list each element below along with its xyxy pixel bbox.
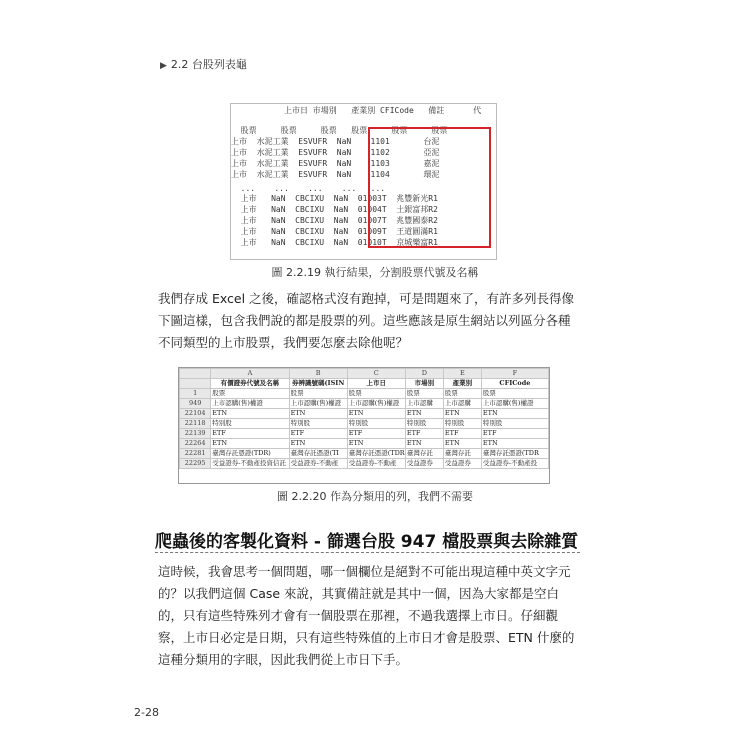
header-cell[interactable]: 券辨識號碼(ISIN [289, 379, 347, 389]
body-paragraph-2: 這時候，我會思考一個問題，哪一個欄位是絕對不可能出現這種中英文字元的？以我們這個 Case 來說，其實備註就是其中一個，因為大家都是空白的，只有這些特殊列才會有一個股票在那裡，不過我選擇上市日。仔細觀察，上市日必定是日期，只有這些特殊值的上市日才會是股票、ETN 什麼的這種分類用的字眼，因此我們從上市日下手。 [158, 564, 575, 667]
table-cell[interactable]: ETF [481, 429, 548, 439]
column-letter[interactable]: A [211, 369, 289, 379]
table-cell[interactable]: 特別股 [289, 419, 347, 429]
table-cell[interactable]: 臺灣存託憑證(TDR [481, 449, 548, 459]
table-cell[interactable]: ETF [211, 429, 289, 439]
table-cell[interactable]: ETF [347, 429, 405, 439]
table-cell[interactable]: 上市認購(售)權證 [347, 399, 405, 409]
table-row [180, 459, 549, 469]
row-number[interactable]: 22295 [180, 459, 211, 469]
output-line: 上市 NaN CBCIXU NaN 01007T 兆豐國泰R2 [231, 216, 438, 225]
table-row [180, 409, 549, 419]
table-row [180, 439, 549, 449]
table-cell[interactable]: ETN [443, 409, 481, 419]
row-number[interactable]: 22118 [180, 419, 211, 429]
column-letter[interactable]: F [481, 369, 548, 379]
running-head [160, 56, 247, 72]
table-cell[interactable]: ETN [347, 409, 405, 419]
table-cell[interactable]: ETF [443, 429, 481, 439]
table-row [180, 449, 549, 459]
table-cell[interactable]: 臺灣存託憑證(TI [289, 449, 347, 459]
highlight-box [368, 127, 491, 248]
output-line: 上市 水泥工業 ESVUFR NaN 1101 台泥 [231, 137, 440, 146]
table-cell[interactable]: ETN [289, 439, 347, 449]
table-cell[interactable]: 特別股 [347, 419, 405, 429]
table-cell[interactable]: 特別股 [211, 419, 289, 429]
sheet-corner[interactable] [180, 369, 211, 379]
row-number[interactable]: 949 [180, 399, 211, 409]
header-cell[interactable]: CFICode [481, 379, 548, 389]
output-line: 上市 NaN CBCIXU NaN 01009T 王道圓滿R1 [231, 227, 438, 236]
table-row [180, 429, 549, 439]
table-cell[interactable]: 臺灣存託憑證(TDR) [211, 449, 289, 459]
row-number[interactable]: 22104 [180, 409, 211, 419]
column-letter[interactable]: C [347, 369, 405, 379]
output-line: 上市 NaN CBCIXU NaN 01010T 京城樂富R1 [231, 238, 438, 247]
table-cell[interactable]: 臺灣存託憑證(TDR [348, 449, 405, 457]
table-cell[interactable]: 股票 [347, 389, 405, 399]
table-cell[interactable]: ETN [211, 439, 289, 449]
table-row [180, 399, 549, 409]
table-cell[interactable]: ETN [481, 409, 548, 419]
output-line: 上市 NaN CBCIXU NaN 01003T 兆豐新光R1 [231, 194, 438, 203]
table-cell[interactable]: 股票 [289, 389, 347, 399]
table-cell[interactable]: 股票 [405, 389, 443, 399]
header-cell[interactable]: 市場別 [405, 379, 443, 389]
figure-spreadsheet [178, 367, 550, 484]
table-cell[interactable]: 臺灣存託 [443, 449, 481, 459]
column-letter[interactable]: E [443, 369, 481, 379]
table-cell[interactable]: ETN [347, 439, 405, 449]
table-cell[interactable]: 特別股 [481, 419, 548, 429]
table-cell[interactable]: 特別股 [443, 419, 481, 429]
table-row [180, 419, 549, 429]
table-cell[interactable]: ETN [405, 409, 443, 419]
running-head-text: 2.2 台股列表龜 [170, 58, 247, 71]
output-line: 上市 水泥工業 ESVUFR NaN 1102 亞泥 [231, 148, 440, 157]
table-cell[interactable]: 上市認購 [443, 399, 481, 409]
table-cell[interactable]: 臺灣存託 [405, 449, 443, 459]
figure-caption-1: 圖 2.2.19 執行結果，分割股票代號及名稱 [271, 266, 479, 279]
figure-caption-2: 圖 2.2.20 作為分類用的列，我們不需要 [277, 490, 473, 503]
table-cell[interactable]: ETN [289, 409, 347, 419]
table-cell[interactable]: ETF [289, 429, 347, 439]
output-line: ... ... ... ... ... [231, 184, 386, 193]
row-number[interactable]: 22139 [180, 429, 211, 439]
header-cell[interactable]: 有價證券代號及名稱 [211, 379, 289, 389]
section-divider [155, 552, 580, 553]
page-number: 2-28 [134, 706, 159, 719]
table-cell[interactable]: 特別股 [405, 419, 443, 429]
table-cell[interactable]: 股票 [211, 389, 289, 399]
table-cell[interactable]: ETN [405, 439, 443, 449]
table-cell[interactable]: 上市認購(售)權證 [211, 399, 289, 409]
table-cell[interactable]: ETN [211, 409, 289, 419]
table-cell[interactable]: ETN [481, 439, 548, 449]
output-line: 上市日 市場別 產業別 CFICode 備註 代 [231, 106, 482, 115]
table-cell[interactable]: 受益證券 [443, 459, 481, 469]
table-cell[interactable]: 上市認購(售)權證 [481, 399, 548, 409]
output-line: 上市 水泥工業 ESVUFR NaN 1104 環泥 [231, 170, 440, 179]
table-cell[interactable]: 受益證券-不動產投 [481, 459, 548, 469]
table-cell[interactable]: 受益證券-不動產 [289, 459, 347, 469]
table-cell[interactable]: 受益證券 [405, 459, 443, 469]
body-paragraph-1: 我們存成 Excel 之後，確認格式沒有跑掉，可是問題來了，有許多列長得像下圖這樣，包含我們說的都是股票的列。這些應該是原生網站以列區分各種不同類型的上市股票，我們要怎麼去除他呢？ [158, 291, 575, 350]
section-title: 爬蟲後的客製化資料 - 篩選台股 947 檔股票與去除雜質 [155, 532, 579, 552]
row-number[interactable]: 1 [180, 389, 211, 399]
table-cell[interactable]: 受益證券-不動產 [347, 459, 405, 469]
output-line: 上市 水泥工業 ESVUFR NaN 1103 嘉泥 [231, 159, 440, 168]
header-cell[interactable]: 上市日 [347, 379, 405, 389]
column-letter[interactable]: B [289, 369, 347, 379]
table-cell[interactable]: ETN [443, 439, 481, 449]
header-cell[interactable] [180, 379, 211, 389]
table-cell[interactable]: 受益證券-不動產投資信託 [211, 459, 289, 469]
row-number[interactable]: 22281 [180, 449, 211, 459]
spreadsheet-table [179, 368, 549, 469]
triangle-marker-icon: ▶ [160, 61, 167, 71]
output-line: 上市 NaN CBCIXU NaN 01004T 土銀富邦R2 [231, 205, 438, 214]
table-cell[interactable]: 上市認購 [405, 399, 443, 409]
row-number[interactable]: 22264 [180, 439, 211, 449]
column-letter[interactable]: D [405, 369, 443, 379]
table-cell[interactable]: 股票 [481, 389, 548, 399]
table-cell[interactable]: 上市認購(售)權證 [289, 399, 347, 409]
figure-dataframe-output [230, 103, 497, 260]
table-cell[interactable]: 股票 [443, 389, 481, 399]
output-line: 股票 股票 股票 股票 股票 股票 [231, 126, 448, 135]
header-cell[interactable]: 產業別 [443, 379, 481, 389]
table-row [180, 389, 549, 399]
table-cell[interactable]: ETF [405, 429, 443, 439]
